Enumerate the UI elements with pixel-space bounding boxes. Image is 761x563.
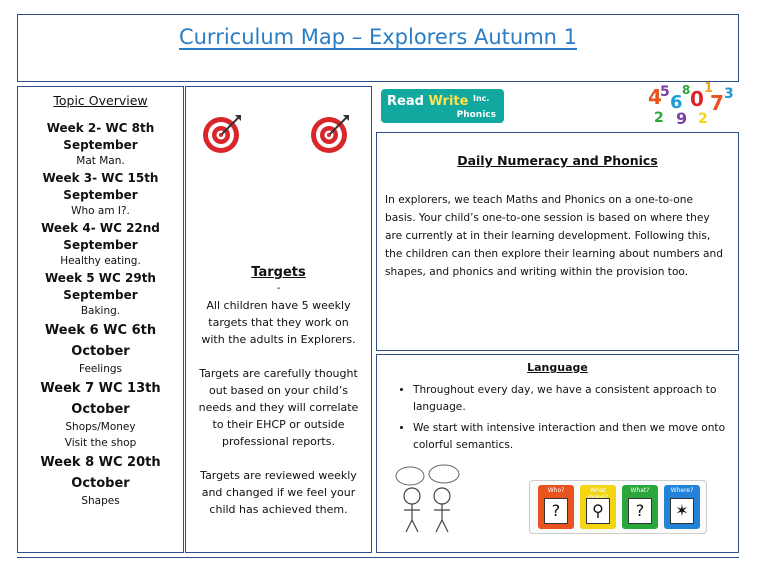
semantics-card <box>622 485 658 529</box>
target-icon <box>309 113 351 155</box>
week-topic: Mat Man. <box>76 155 125 167</box>
read-write-inc-logo: Read Write $^{Inc.}$ Phonics <box>381 89 504 123</box>
children-talking-icon <box>392 464 464 534</box>
week-heading: Week 5 WC 29th September <box>45 271 156 302</box>
semantics-card-label: Who? <box>547 487 565 494</box>
language-bullets <box>377 382 738 454</box>
week-topic: Who am I?. <box>71 205 130 217</box>
question-icon: ? <box>628 498 652 524</box>
targets-heading: Targets <box>251 265 306 280</box>
week-topic: Baking. <box>80 305 121 317</box>
week-heading: Week 4- WC 22nd September <box>41 221 160 252</box>
semantics-card-label: Where? <box>670 487 694 494</box>
week-list <box>18 120 183 509</box>
semantics-card <box>664 485 700 529</box>
numbers-graphic-icon <box>646 76 736 126</box>
numeracy-phonics-panel <box>376 132 739 351</box>
question-icon: ? <box>544 498 568 524</box>
targets-paragraph: Targets are carefully thought out based on your child’s needs and they will correlate to their EHCP or outside professional reports. <box>198 367 359 448</box>
semantics-card <box>580 485 616 529</box>
svg-text:7: 7 <box>710 91 724 115</box>
title-box <box>17 14 739 82</box>
language-heading: Language <box>527 361 588 374</box>
page-title: Curriculum Map – Explorers Autumn 1 <box>178 25 578 49</box>
svg-text:3: 3 <box>724 86 734 102</box>
semantics-card-label: What? <box>630 487 650 494</box>
svg-text:4: 4 <box>648 85 662 109</box>
week-topic: Feelings <box>78 363 122 375</box>
people-icon: ⚲ <box>586 498 610 524</box>
language-bullet: • We start with intensive interaction and then we move onto colorful semantics. <box>413 420 738 454</box>
targets-paragraph: All children have 5 weekly targets that they work on with the adults in Explorers. <box>201 299 356 346</box>
svg-text:5: 5 <box>660 84 670 100</box>
week-heading: Week 8 WC 20th October <box>40 455 161 491</box>
numeracy-heading: Daily Numeracy and Phonics <box>457 153 658 168</box>
bottom-divider <box>17 557 739 558</box>
svg-text:0: 0 <box>690 87 704 111</box>
week-heading: Week 7 WC 13th October <box>40 381 161 417</box>
target-icon <box>201 113 243 155</box>
place-icon: ✶ <box>670 498 694 524</box>
targets-dash: - <box>276 283 281 294</box>
topic-overview-heading: Topic Overview <box>53 93 148 108</box>
semantics-card-label: What <box>590 487 606 494</box>
topic-overview-panel <box>17 86 184 553</box>
svg-text:9: 9 <box>676 109 688 126</box>
week-topic: Visit the shop <box>64 437 137 449</box>
svg-text:2: 2 <box>698 111 708 126</box>
numeracy-text: In explorers, we teach Maths and Phonics on a one-to-one basis. Your child’s one-to-one session is based on where they are currently at in their learning development. Following this, the children can then explore their learning about numbers and shapes, and phonics and writing within the provision too. <box>385 194 723 278</box>
svg-text:8: 8 <box>682 83 691 97</box>
week-topic: Shapes <box>81 495 120 507</box>
targets-paragraph: Targets are reviewed weekly and changed if we feel your child has achieved them. <box>200 469 357 516</box>
week-heading: Week 3- WC 15th September <box>42 171 159 202</box>
week-heading: Week 2- WC 8th September <box>46 121 155 152</box>
language-bullet: • Throughout every day, we have a consistent approach to language. <box>413 382 738 416</box>
colourful-semantics-symbols <box>529 480 707 534</box>
week-topic: Shops/Money <box>65 421 136 433</box>
svg-text:1: 1 <box>704 81 714 96</box>
svg-text:6: 6 <box>670 92 683 113</box>
svg-text:2: 2 <box>654 110 664 126</box>
week-topic: Healthy eating. <box>60 255 141 267</box>
targets-panel <box>185 86 372 553</box>
semantics-card <box>538 485 574 529</box>
week-heading: Week 6 WC 6th October <box>44 323 157 359</box>
targets-text <box>198 297 359 535</box>
